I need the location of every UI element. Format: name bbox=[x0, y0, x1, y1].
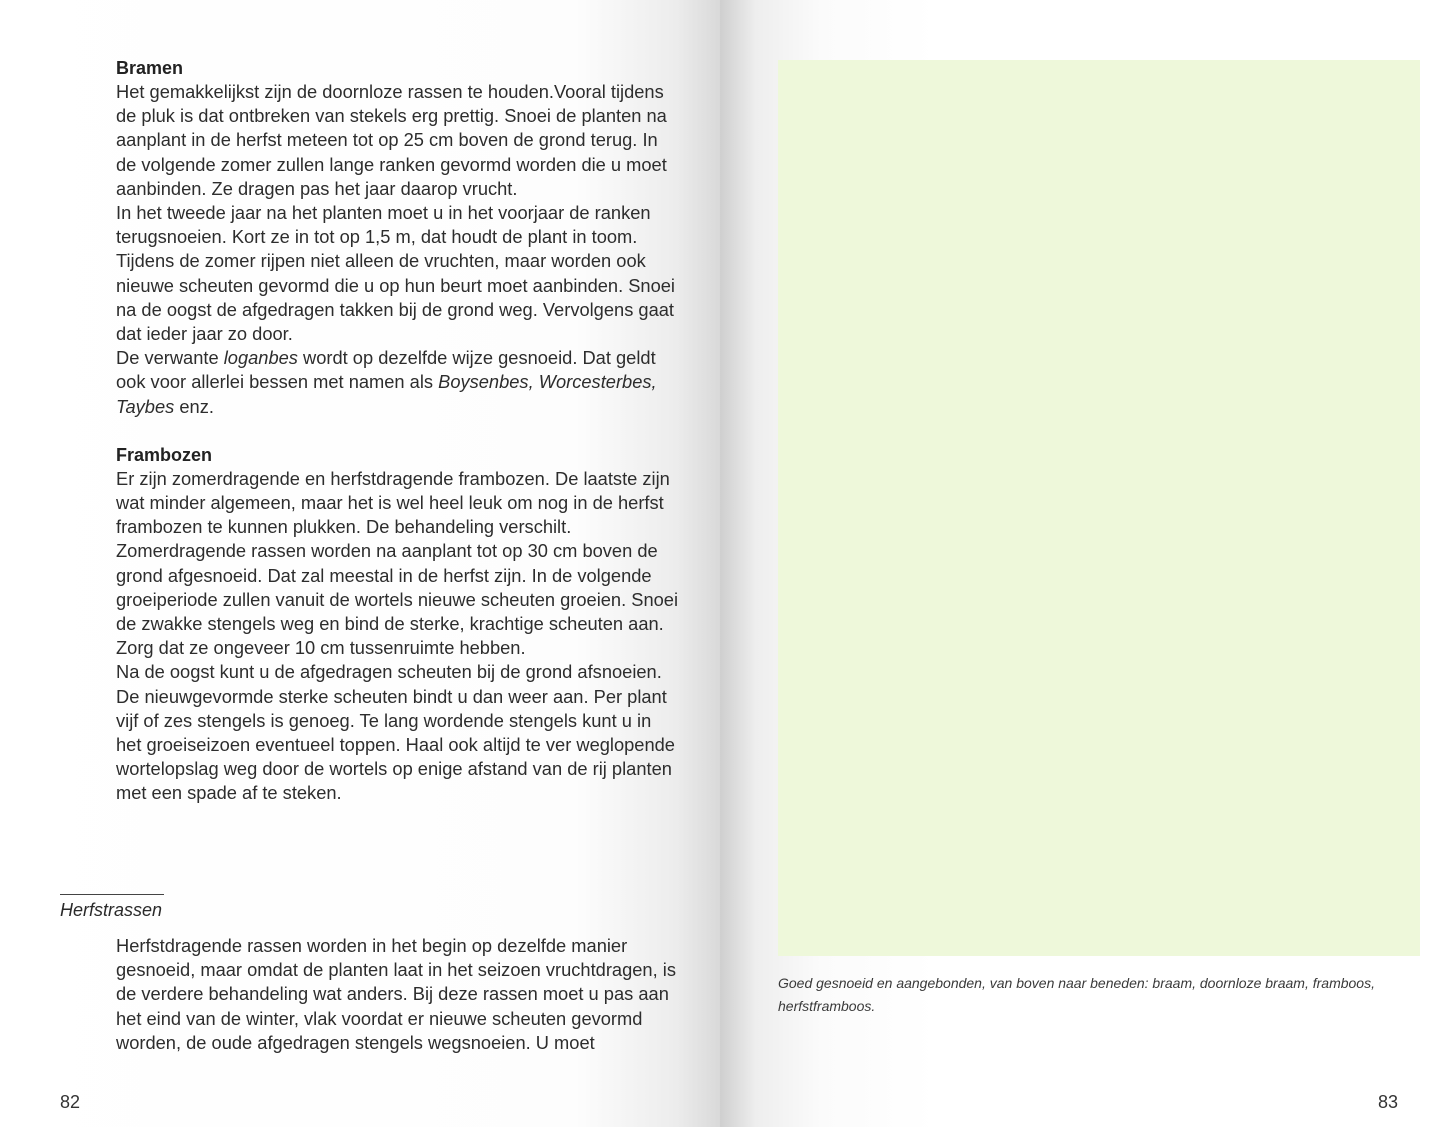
page-number-right: 83 bbox=[1377, 1092, 1398, 1112]
term-loganbes: loganbes bbox=[223, 347, 298, 369]
paragraph-bramen-3-start: De verwante bbox=[116, 347, 224, 369]
right-page bbox=[720, 0, 1440, 1127]
illustration-box bbox=[778, 60, 1420, 956]
heading-herfstrassen: Herfstrassen bbox=[60, 900, 163, 920]
page-number-left: 82 bbox=[60, 1092, 81, 1112]
paragraph-herfstrassen: Herfstdragende rassen worden in het begin op dezelfde manier gesnoeid, maar omdat de planten laat in het seizoen vruchtdragen, is de verdere behandeling wat anders. Bij deze rassen moet u pas aan het eind van de winter, vlak voordat er nieuwe scheuten gevormd worden, de oude afgedragen stengels wegsnoeien. U moet bbox=[116, 935, 676, 1053]
subsection-rule bbox=[60, 894, 164, 895]
paragraph-bramen-3-mid: wordt op dezelfde wijze gesnoeid. Dat geldt ook voor allerlei bessen met namen als bbox=[116, 347, 656, 393]
paragraph-frambozen-1: Er zijn zomerdragende en herfstdragende frambozen. De laatste zijn wat minder algemeen, maar het is wel heel leuk om nog in de herfst frambozen te kunnen plukken. De behandeling verschilt. Zomerdragende rassen worden na aanplant tot op 30 cm boven de grond afgesnoeid. Dat zal meestal in de herfst zijn. In de volgende groeiperiode zullen vanuit de wortels nieuwe scheuten groeien. Snoei de zwakke stengels weg en bind de sterke, krachtige scheuten aan. Zorg dat ze ongeveer 10 cm tussenruimte hebben. bbox=[116, 467, 679, 659]
text-column bbox=[116, 56, 678, 806]
paragraph-bramen-3 bbox=[116, 346, 678, 419]
section-frambozen bbox=[116, 443, 678, 806]
figure-caption: Goed gesnoeid en aangebonden, van boven naar beneden: braam, doornloze braam, framboos, herfstframboos. bbox=[778, 975, 1375, 1014]
paragraph-frambozen-2: Na de oogst kunt u de afgedragen scheuten bij de grond afsnoeien. De nieuwgevormde sterke scheuten bindt u dan weer aan. Per plant vijf of zes stengels is genoeg. Te lang wordende stengels kunt u in het groeiseizoen eventueel toppen. Haal ook altijd te ver weglopende wortelopslag weg door de wortels op enige afstand van de rij planten met een spade af te steken. bbox=[116, 661, 675, 804]
pruning-illustration bbox=[778, 60, 1420, 956]
paragraph-bramen-1: Het gemakkelijkst zijn de doornloze rassen te houden.Vooral tijdens de pluk is dat ontbreken van stekels erg prettig. Snoei de planten na aanplant in de herfst meteen tot op 25 cm boven de grond terug. In de volgende zomer zullen lange ranken gevormd worden die u moet aanbinden. Ze dragen pas het jaar daarop vrucht. bbox=[116, 81, 667, 199]
heading-frambozen: Frambozen bbox=[116, 444, 213, 465]
term-bessen: Boysenbes, Worcesterbes, Taybes bbox=[116, 371, 657, 417]
paragraph-bramen-2: In het tweede jaar na het planten moet u in het voorjaar de ranken terugsnoeien. Kort ze in tot op 1,5 m, dat houdt de plant in toom. Tijdens de zomer rijpen niet alleen de vruchten, maar worden ook nieuwe scheuten gevormd die u op hun beurt moet aanbinden. Snoei na de oogst de afgedragen takken bij de grond weg. Vervolgens gaat dat ieder jaar zo door. bbox=[116, 202, 675, 345]
paragraph-bramen-3-end: enz. bbox=[174, 395, 214, 417]
heading-bramen: Bramen bbox=[116, 58, 184, 78]
